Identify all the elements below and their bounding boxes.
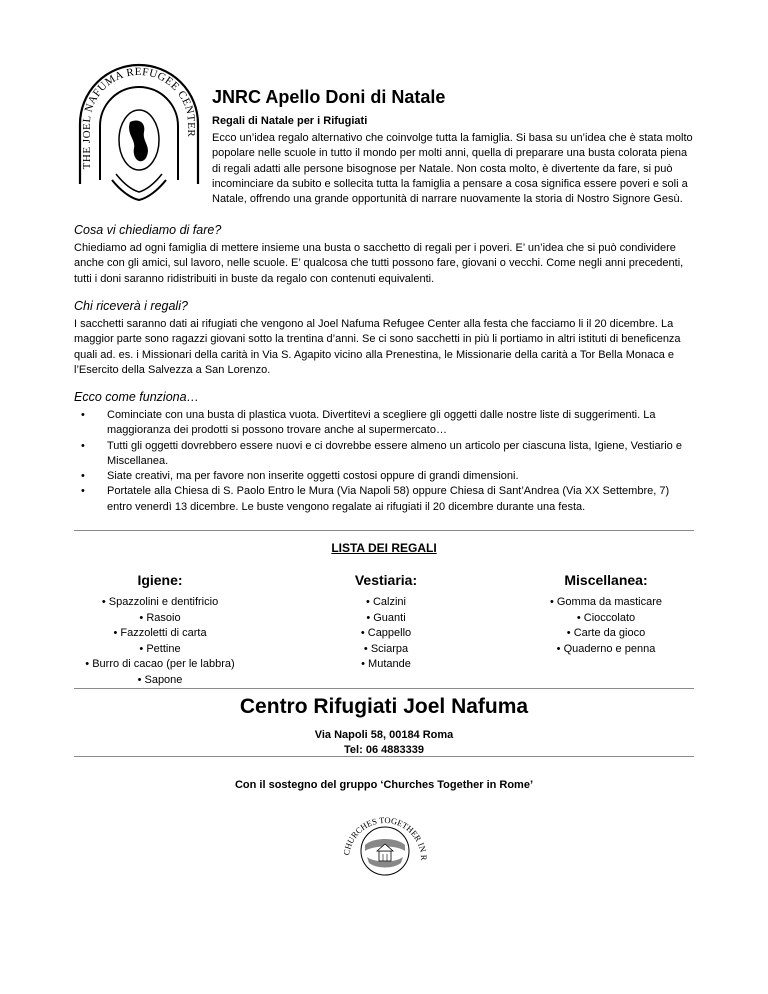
gift-column-vestiaria xyxy=(286,572,486,673)
list-item: • Burro di cacao (per le labbra) xyxy=(60,657,260,673)
list-item: • Carte da gioco xyxy=(506,626,706,642)
column-heading: Vestiaria: xyxy=(354,572,418,588)
logo-ring-text: CHURCHES TOGETHER IN R xyxy=(341,814,430,861)
column-items xyxy=(506,595,706,657)
list-item: • Sciarpa xyxy=(286,642,486,658)
section-chi-riceve xyxy=(74,298,696,378)
centro-info xyxy=(0,694,768,758)
column-heading: Miscellanea: xyxy=(564,572,648,588)
page-subtitle: Regali di Natale per i Rifugiati xyxy=(212,115,368,127)
centro-address: Via Napoli 58, 00184 Roma xyxy=(314,729,454,741)
list-item: • Cioccolato xyxy=(506,611,706,627)
logo-ring-text: THE JOEL NAFUMA REFUGEE CENTER xyxy=(80,65,198,170)
divider xyxy=(74,530,694,531)
section-heading: Ecco come funziona… xyxy=(74,390,200,404)
section-body: Chiediamo ad ogni famiglia di mettere insieme una busta o sacchetto di regali per i poveri. E’ un’idea che si può condividere anche con gli amici, sul lavoro, nelle scuole. E’ qualcosa che tutti possono fare, giovani o vecchi. Come negli anni precedenti, tutti i doni saranno ridistribuiti in buste da regalo con contenuti equivalenti. xyxy=(74,242,684,285)
column-heading: Igiene: xyxy=(137,572,183,588)
list-item: • Cominciate con una busta di plastica vuota. Divertitevi a scegliere gli oggetti dalle nostre liste di suggerimenti. La maggioranza dei prodotti si possono trovare anche al supermercato… xyxy=(107,408,696,439)
list-item: • Calzini xyxy=(286,595,486,611)
gift-column-igiene xyxy=(60,572,260,688)
column-items xyxy=(60,595,260,688)
list-item: • Sapone xyxy=(60,673,260,689)
list-item: • Gomma da masticare xyxy=(506,595,706,611)
column-items xyxy=(286,595,486,673)
list-item: • Fazzoletti di carta xyxy=(60,626,260,642)
churches-together-in-rome-logo-icon xyxy=(335,805,435,885)
list-item: • Quaderno e penna xyxy=(506,642,706,658)
list-item: • Portatele alla Chiesa di S. Paolo Entro le Mura (Via Napoli 58) oppure Chiesa di Sant’Andrea (Via XX Settembre, 7) entro venerdì 13 dicembre. Le buste vengono regalate ai rifugiati il 20 dicembre durante una festa. xyxy=(107,484,696,515)
churches-together-logo xyxy=(335,805,435,885)
list-item: • Tutti gli oggetti dovrebbero essere nuovi e ci dovrebbe essere almeno un articolo per ciascuna lista, Igiene, Vestiario e Miscellanea. xyxy=(107,439,696,470)
section-body: I sacchetti saranno dati ai rifugiati che vengono al Joel Nafuma Refugee Center alla festa che facciamo li il 20 dicembre. La maggior parte sono ragazzi giovani sotto la trentina d’anni. Se ci sono sacchetti in più li portiamo in altri istituti di beneficenza quali ad. es. i Missionari della carità in Via S. Agapito vicino alla Prenestina, le Missionarie della carità a Tor Bella Monaca e l’Esercito della Salvezza a San Lorenzo. xyxy=(74,318,681,376)
section-heading: Chi riceverà i regali? xyxy=(74,299,188,313)
gift-list-title: LISTA DEI REGALI xyxy=(331,541,437,555)
list-item: • Pettine xyxy=(60,642,260,658)
list-item: • Mutande xyxy=(286,657,486,673)
support-note: Con il sostegno del gruppo ‘Churches Together in Rome’ xyxy=(234,779,534,791)
intro-paragraph: Ecco un’idea regalo alternativo che coinvolge tutta la famiglia. Si basa su un’idea che è stata molto popolare nelle scuole in tutto il mondo per molti anni, quella di preparare una busta colorata piena di regali adatti alle persone bisognose per Natale. Non costa molto, è divertente da fare, si può incominciare da subito e sollecita tutta la famiglia a pensare a cosa significa essere poveri e soli a Natale, offrendo una grande opportunità di narrare nuovamente la storia di Nostro Signore Gesù. xyxy=(212,132,693,206)
section-heading: Cosa vi chiediamo di fare? xyxy=(74,223,222,237)
header xyxy=(212,86,698,207)
centro-name: Centro Rifugiati Joel Nafuma xyxy=(239,695,529,718)
page-title: JNRC Apello Doni di Natale xyxy=(212,87,446,107)
gift-column-miscellanea xyxy=(506,572,706,657)
centro-phone: Tel: 06 4883339 xyxy=(344,744,424,756)
section-cosa-chiediamo xyxy=(74,222,696,287)
instructions-list xyxy=(74,408,696,515)
jnrc-logo xyxy=(72,62,206,212)
divider xyxy=(74,688,694,689)
list-item: • Siate creativi, ma per favore non inserite oggetti costosi oppure di grandi dimensioni. xyxy=(107,469,696,484)
jnrc-refugee-center-logo-icon xyxy=(72,62,206,212)
section-come-funziona xyxy=(74,389,696,515)
divider xyxy=(74,756,694,757)
list-item: • Spazzolini e dentifricio xyxy=(60,595,260,611)
list-item: • Rasoio xyxy=(60,611,260,627)
list-item: • Cappello xyxy=(286,626,486,642)
list-item: • Guanti xyxy=(286,611,486,627)
